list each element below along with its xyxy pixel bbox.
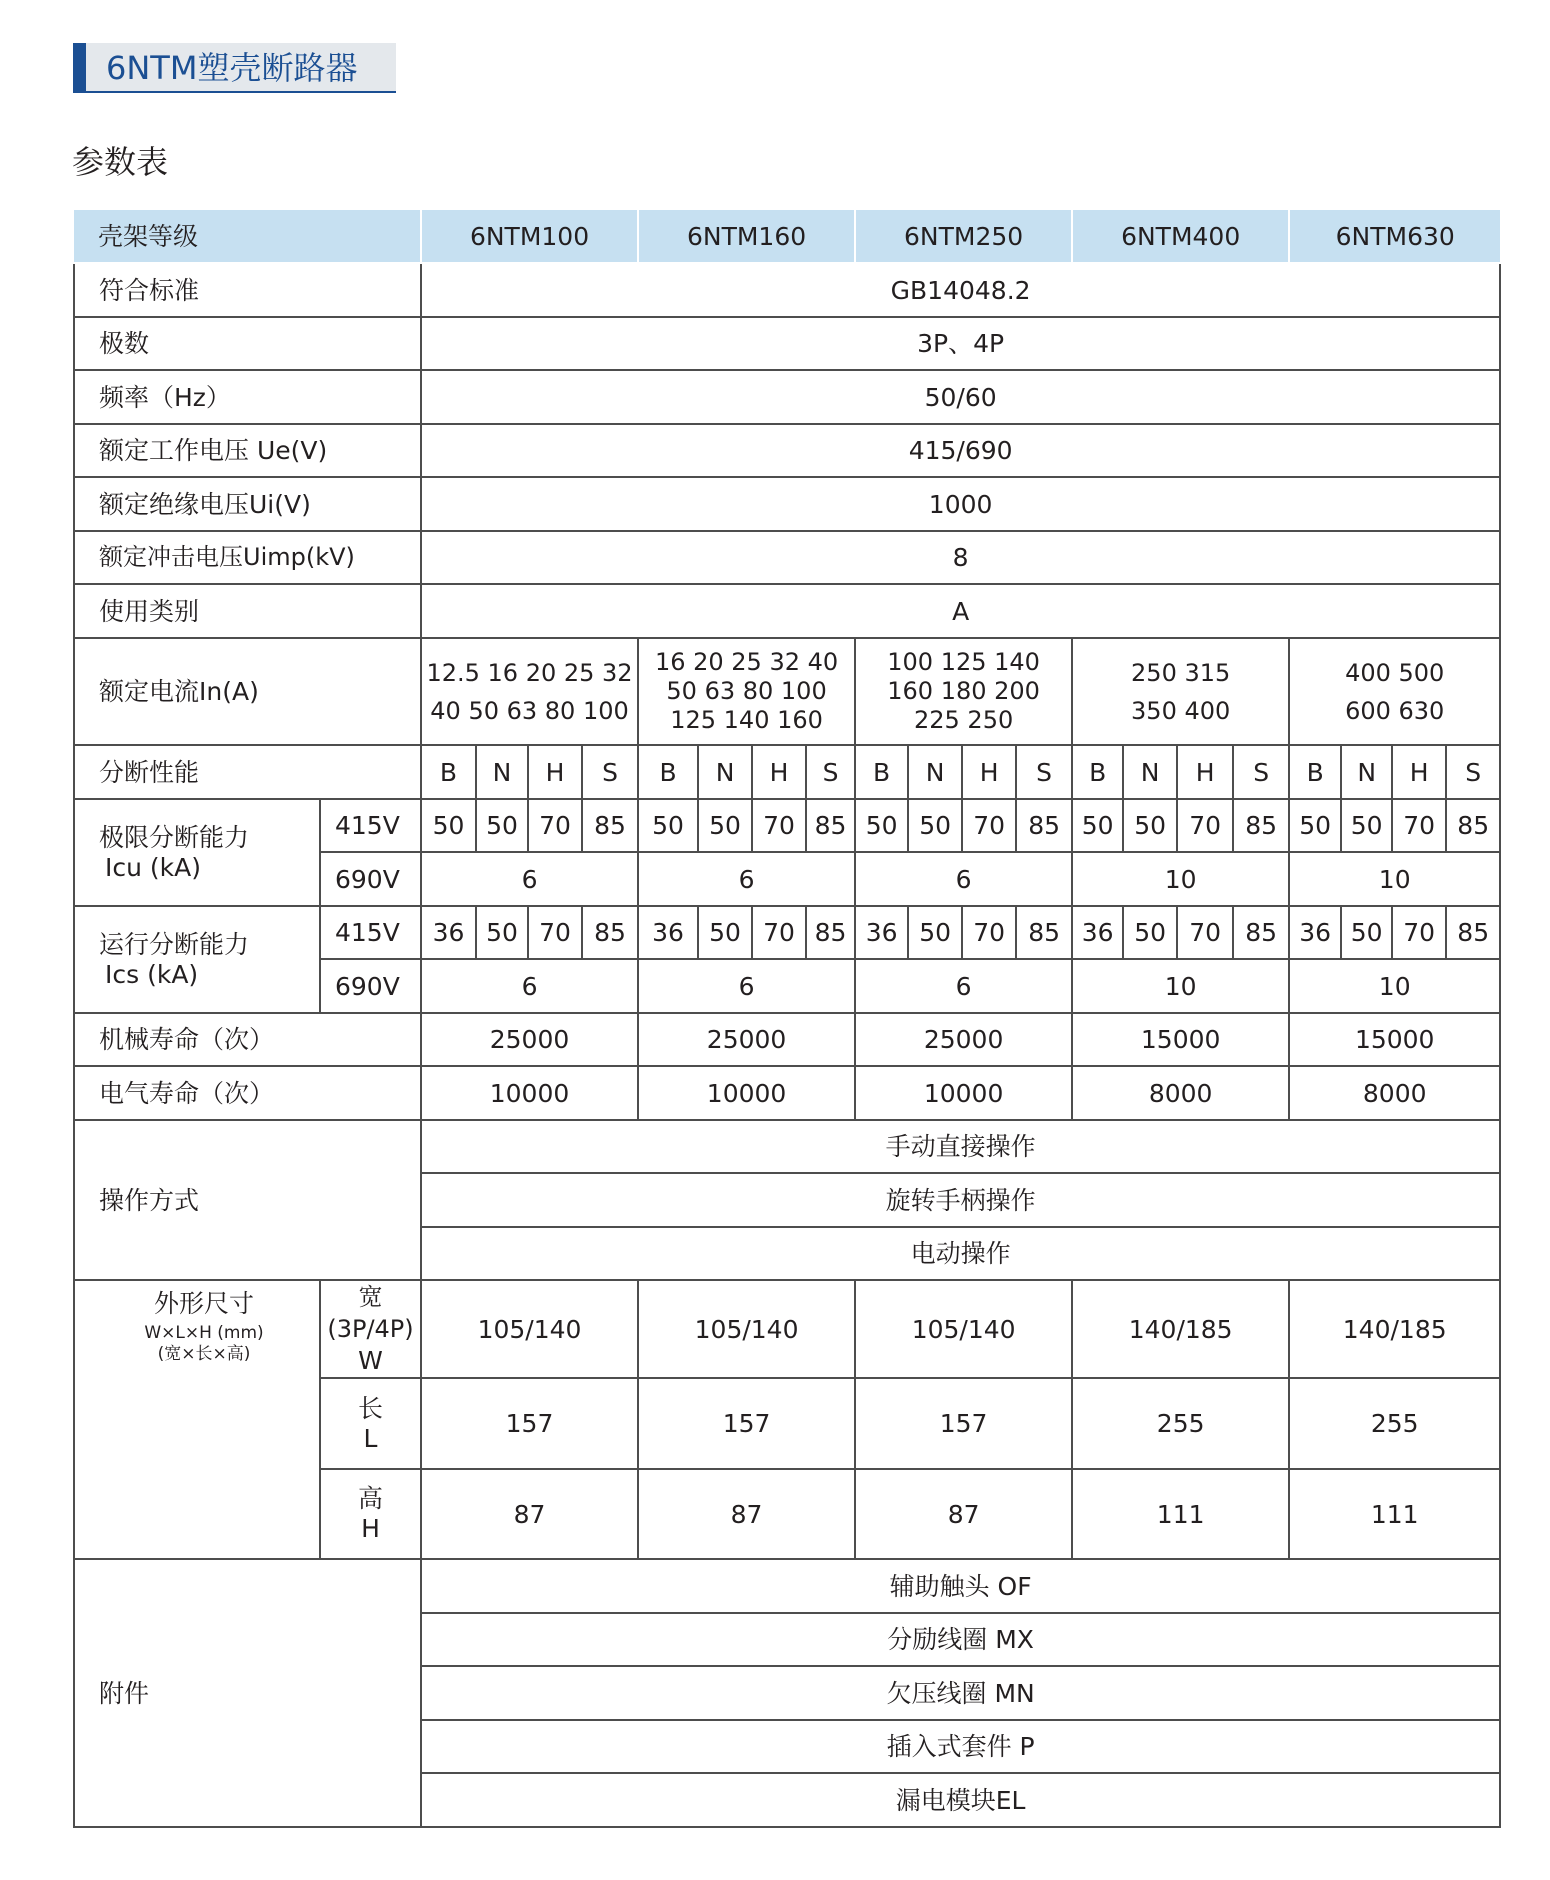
grade-b: B bbox=[855, 745, 908, 799]
life-value: 15000 bbox=[1072, 1013, 1289, 1066]
length-label-line2: L bbox=[363, 1423, 378, 1453]
section-title-box bbox=[73, 43, 396, 93]
icu-415-row bbox=[74, 799, 1500, 852]
height-value: 111 bbox=[1072, 1469, 1289, 1559]
length-label bbox=[320, 1378, 421, 1469]
height-label bbox=[320, 1469, 421, 1559]
ics-value: 70 bbox=[962, 906, 1016, 959]
grade-b: B bbox=[1289, 745, 1341, 799]
table-row bbox=[74, 263, 1500, 317]
length-value: 157 bbox=[421, 1378, 638, 1469]
icu-value: 70 bbox=[1392, 799, 1446, 852]
grade-h: H bbox=[1392, 745, 1446, 799]
width-label-line2: W bbox=[358, 1346, 383, 1375]
current-line: 50 63 80 100 bbox=[666, 677, 827, 705]
grade-s: S bbox=[806, 745, 855, 799]
grade-h: H bbox=[752, 745, 806, 799]
current-line: 40 50 63 80 100 bbox=[430, 696, 629, 725]
accessory-item: 欠压线圈 MN bbox=[421, 1666, 1500, 1720]
voltage-690: 690V bbox=[320, 852, 421, 906]
accessory-item: 插入式套件 P bbox=[421, 1720, 1500, 1773]
ics-label bbox=[74, 906, 320, 1013]
grade-n: N bbox=[908, 745, 962, 799]
life-value: 25000 bbox=[855, 1013, 1072, 1066]
icu-690-value: 6 bbox=[855, 852, 1072, 906]
icu-value: 50 bbox=[421, 799, 476, 852]
table-row bbox=[74, 317, 1500, 370]
icu-value: 70 bbox=[752, 799, 806, 852]
row-value: 415/690 bbox=[421, 424, 1500, 477]
current-line: 250 315 bbox=[1131, 658, 1231, 687]
grade-n: N bbox=[1341, 745, 1392, 799]
operation-label: 操作方式 bbox=[74, 1120, 421, 1280]
ics-value: 36 bbox=[421, 906, 476, 959]
life-value: 8000 bbox=[1072, 1066, 1289, 1120]
life-value: 10000 bbox=[855, 1066, 1072, 1120]
grade-h: H bbox=[962, 745, 1016, 799]
icu-value: 50 bbox=[855, 799, 908, 852]
rated-current-row bbox=[74, 638, 1500, 745]
row-label: 电气寿命（次） bbox=[74, 1066, 421, 1120]
icu-690-value: 10 bbox=[1289, 852, 1500, 906]
model-160: 6NTM160 bbox=[638, 210, 855, 263]
length-label-line1: 长 bbox=[357, 1393, 383, 1423]
icu-value: 70 bbox=[528, 799, 582, 852]
ics-value: 85 bbox=[806, 906, 855, 959]
width-value: 105/140 bbox=[638, 1280, 855, 1378]
current-line: 600 630 bbox=[1345, 696, 1445, 725]
rated-current-cell bbox=[855, 638, 1072, 745]
ics-value: 50 bbox=[698, 906, 752, 959]
ics-690-value: 6 bbox=[421, 959, 638, 1013]
row-value: 1000 bbox=[421, 477, 1500, 531]
breaking-grade-row bbox=[74, 745, 1500, 799]
current-line: 125 140 160 bbox=[670, 706, 823, 734]
width-value: 105/140 bbox=[855, 1280, 1072, 1378]
grade-s: S bbox=[1446, 745, 1500, 799]
life-value: 15000 bbox=[1289, 1013, 1500, 1066]
ics-value: 36 bbox=[1289, 906, 1341, 959]
row-label: 分断性能 bbox=[74, 745, 421, 799]
grade-h: H bbox=[1177, 745, 1233, 799]
ics-value: 36 bbox=[855, 906, 908, 959]
operation-row bbox=[74, 1120, 1500, 1173]
table-row bbox=[74, 424, 1500, 477]
life-value: 10000 bbox=[421, 1066, 638, 1120]
grade-n: N bbox=[476, 745, 528, 799]
grade-b: B bbox=[638, 745, 698, 799]
voltage-415: 415V bbox=[320, 906, 421, 959]
row-value: A bbox=[421, 584, 1500, 638]
model-100: 6NTM100 bbox=[421, 210, 638, 263]
grade-n: N bbox=[1123, 745, 1177, 799]
model-630: 6NTM630 bbox=[1289, 210, 1500, 263]
height-label-line1: 高 bbox=[357, 1484, 383, 1513]
current-line: 400 500 bbox=[1345, 658, 1445, 687]
width-value: 140/185 bbox=[1072, 1280, 1289, 1378]
model-250: 6NTM250 bbox=[855, 210, 1072, 263]
icu-label bbox=[74, 799, 320, 906]
current-line: 16 20 25 32 40 bbox=[654, 648, 839, 676]
icu-value: 70 bbox=[1177, 799, 1233, 852]
row-value: GB14048.2 bbox=[421, 263, 1500, 317]
section-subtitle: 参数表 bbox=[72, 143, 169, 181]
grade-h: H bbox=[528, 745, 582, 799]
ics-value: 36 bbox=[1072, 906, 1123, 959]
length-value: 255 bbox=[1289, 1378, 1500, 1469]
row-label: 额定工作电压 Ue(V) bbox=[74, 424, 421, 477]
current-line: 12.5 16 20 25 32 bbox=[426, 658, 633, 687]
ics-value: 70 bbox=[752, 906, 806, 959]
dimension-formula-cn: (宽×长×高) bbox=[157, 1344, 251, 1364]
icu-value: 50 bbox=[1289, 799, 1341, 852]
row-label: 额定电流In(A) bbox=[74, 638, 421, 745]
ics-label-line2: Ics (kA) bbox=[105, 959, 199, 989]
height-value: 87 bbox=[638, 1469, 855, 1559]
grade-s: S bbox=[1233, 745, 1289, 799]
rated-current-cell bbox=[421, 638, 638, 745]
life-value: 10000 bbox=[638, 1066, 855, 1120]
row-label: 极数 bbox=[74, 317, 421, 370]
ics-690-value: 10 bbox=[1072, 959, 1289, 1013]
current-line: 350 400 bbox=[1131, 696, 1231, 725]
row-label: 机械寿命（次） bbox=[74, 1013, 421, 1066]
ics-415-row bbox=[74, 906, 1500, 959]
electrical-life-row bbox=[74, 1066, 1500, 1120]
life-value: 25000 bbox=[421, 1013, 638, 1066]
height-value: 87 bbox=[421, 1469, 638, 1559]
icu-label-line2: Icu (kA) bbox=[105, 852, 201, 882]
icu-690-value: 10 bbox=[1072, 852, 1289, 906]
table-row bbox=[74, 370, 1500, 424]
operation-item: 手动直接操作 bbox=[421, 1120, 1500, 1173]
icu-value: 85 bbox=[1233, 799, 1289, 852]
width-value: 105/140 bbox=[421, 1280, 638, 1378]
row-value: 8 bbox=[421, 531, 1500, 584]
ics-value: 85 bbox=[1446, 906, 1500, 959]
ics-value: 36 bbox=[638, 906, 698, 959]
icu-value: 70 bbox=[962, 799, 1016, 852]
icu-value: 85 bbox=[806, 799, 855, 852]
spec-table bbox=[73, 210, 1501, 1828]
icu-value: 85 bbox=[582, 799, 638, 852]
height-value: 87 bbox=[855, 1469, 1072, 1559]
icu-value: 50 bbox=[638, 799, 698, 852]
grade-s: S bbox=[1016, 745, 1072, 799]
height-value: 111 bbox=[1289, 1469, 1500, 1559]
table-header-row bbox=[74, 210, 1500, 263]
grade-b: B bbox=[1072, 745, 1123, 799]
frame-label: 壳架等级 bbox=[74, 210, 421, 263]
ics-value: 85 bbox=[1016, 906, 1072, 959]
mechanical-life-row bbox=[74, 1013, 1500, 1066]
row-label: 频率（Hz） bbox=[74, 370, 421, 424]
icu-value: 50 bbox=[908, 799, 962, 852]
ics-value: 50 bbox=[476, 906, 528, 959]
table-row bbox=[74, 584, 1500, 638]
height-label-line2: H bbox=[361, 1514, 380, 1543]
dimension-formula: W×L×H (mm) bbox=[144, 1323, 264, 1343]
life-value: 8000 bbox=[1289, 1066, 1500, 1120]
rated-current-cell bbox=[1072, 638, 1289, 745]
width-label-line1: 宽(3P/4P) bbox=[327, 1283, 414, 1343]
table-row bbox=[74, 531, 1500, 584]
voltage-415: 415V bbox=[320, 799, 421, 852]
icu-value: 50 bbox=[698, 799, 752, 852]
icu-value: 50 bbox=[1341, 799, 1392, 852]
grade-n: N bbox=[698, 745, 752, 799]
ics-value: 70 bbox=[1177, 906, 1233, 959]
life-value: 25000 bbox=[638, 1013, 855, 1066]
accessory-item: 分励线圈 MX bbox=[421, 1613, 1500, 1666]
icu-label-line1: 极限分断能力 bbox=[99, 822, 250, 852]
length-value: 157 bbox=[638, 1378, 855, 1469]
ics-690-value: 6 bbox=[855, 959, 1072, 1013]
row-value: 50/60 bbox=[421, 370, 1500, 424]
page-title: 6NTM塑壳断路器 bbox=[106, 49, 358, 87]
voltage-690: 690V bbox=[320, 959, 421, 1013]
row-label: 额定冲击电压Uimp(kV) bbox=[74, 531, 421, 584]
current-line: 100 125 140 bbox=[887, 648, 1040, 676]
icu-value: 85 bbox=[1446, 799, 1500, 852]
current-line: 160 180 200 bbox=[887, 677, 1040, 705]
width-label bbox=[320, 1280, 421, 1378]
ics-label-line1: 运行分断能力 bbox=[99, 929, 250, 959]
icu-value: 85 bbox=[1016, 799, 1072, 852]
grade-s: S bbox=[582, 745, 638, 799]
accessory-row bbox=[74, 1559, 1500, 1613]
row-value: 3P、4P bbox=[421, 317, 1500, 370]
operation-item: 电动操作 bbox=[421, 1227, 1500, 1280]
row-label: 额定绝缘电压Ui(V) bbox=[74, 477, 421, 531]
ics-690-value: 10 bbox=[1289, 959, 1500, 1013]
ics-value: 50 bbox=[908, 906, 962, 959]
icu-690-value: 6 bbox=[421, 852, 638, 906]
accessories-label: 附件 bbox=[74, 1559, 421, 1827]
grade-b: B bbox=[421, 745, 476, 799]
icu-value: 50 bbox=[1123, 799, 1177, 852]
rated-current-cell bbox=[638, 638, 855, 745]
rated-current-cell bbox=[1289, 638, 1500, 745]
accessory-item: 漏电模块EL bbox=[421, 1773, 1500, 1827]
length-value: 255 bbox=[1072, 1378, 1289, 1469]
current-line: 225 250 bbox=[913, 706, 1014, 734]
ics-value: 85 bbox=[1233, 906, 1289, 959]
length-value: 157 bbox=[855, 1378, 1072, 1469]
operation-item: 旋转手柄操作 bbox=[421, 1173, 1500, 1227]
icu-value: 50 bbox=[1072, 799, 1123, 852]
ics-value: 70 bbox=[1392, 906, 1446, 959]
icu-value: 50 bbox=[476, 799, 528, 852]
row-label: 符合标准 bbox=[74, 263, 421, 317]
dimension-label bbox=[74, 1280, 320, 1559]
ics-value: 50 bbox=[1341, 906, 1392, 959]
accessory-item: 辅助触头 OF bbox=[421, 1559, 1500, 1613]
row-label: 使用类别 bbox=[74, 584, 421, 638]
ics-value: 50 bbox=[1123, 906, 1177, 959]
ics-value: 85 bbox=[582, 906, 638, 959]
ics-690-value: 6 bbox=[638, 959, 855, 1013]
dimension-title: 外形尺寸 bbox=[153, 1289, 254, 1318]
table-row bbox=[74, 477, 1500, 531]
dimension-width-row bbox=[74, 1280, 1500, 1378]
width-value: 140/185 bbox=[1289, 1280, 1500, 1378]
icu-690-value: 6 bbox=[638, 852, 855, 906]
ics-value: 70 bbox=[528, 906, 582, 959]
model-400: 6NTM400 bbox=[1072, 210, 1289, 263]
